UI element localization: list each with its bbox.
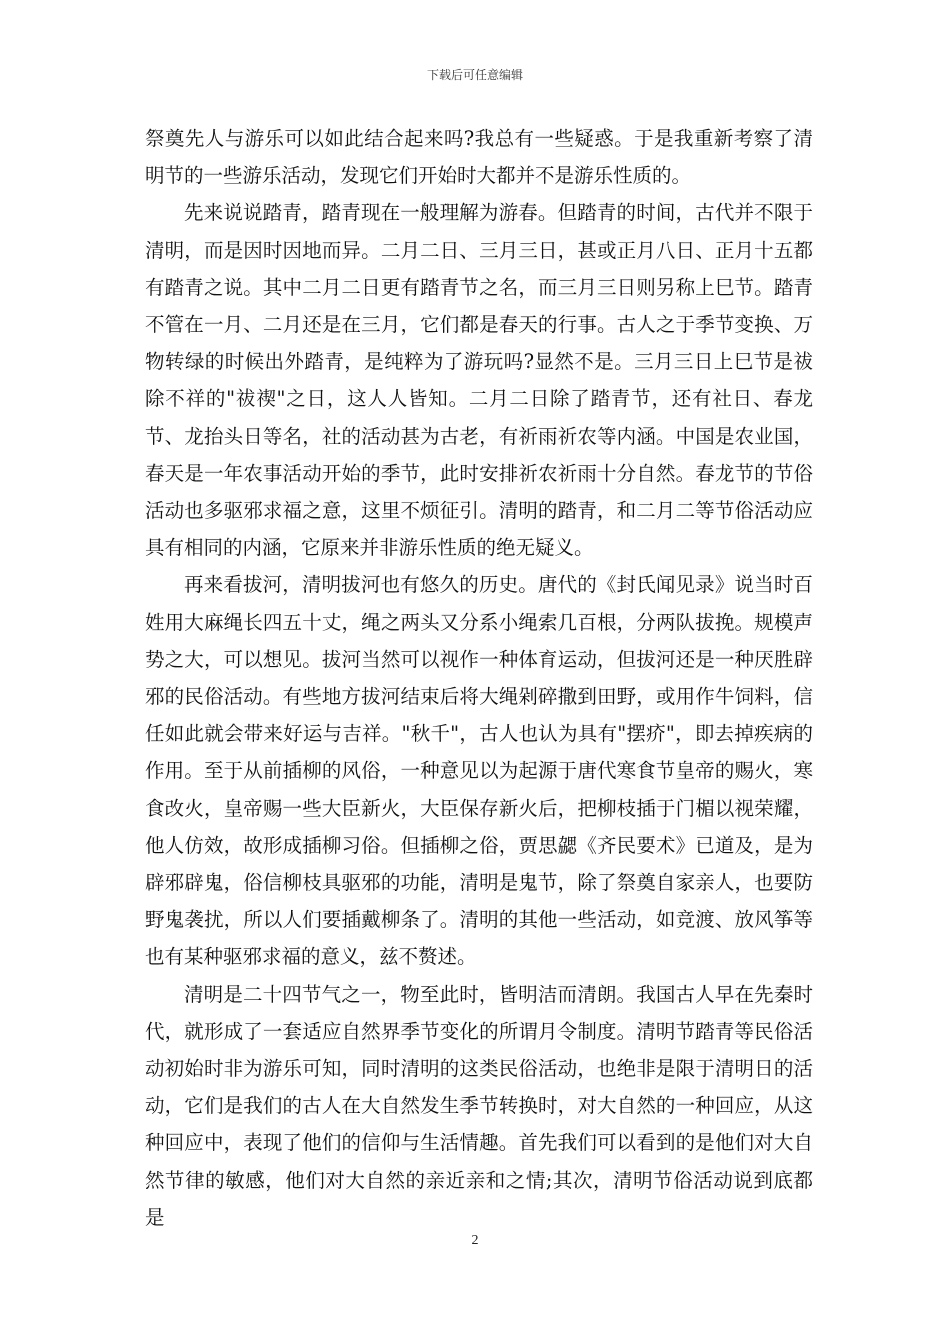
paragraph: 先来说说踏青，踏青现在一般理解为游春。但踏青的时间，古代并不限于清明，而是因时因地而异。二月二日、三月三日，甚或正月八日、正月十五都有踏青之说。其中二月二日更有踏青节之名，而三月三日则另称上巳节。踏青不管在一月、二月还是在三月，它们都是春天的行事。古人之于季节变换、万物转绿的时候出外踏青，是纯粹为了游玩吗?显然不是。三月三日上巳节是祓除不祥的"祓禊"之日，这人人皆知。二月二日除了踏青节，还有社日、春龙节、龙抬头日等名，社的活动甚为古老，有祈雨祈农等内涵。中国是农业国，春天是一年农事活动开始的季节，此时安排祈农祈雨十分自然。春龙节的节俗活动也多驱邪求福之意，这里不烦征引。清明的踏青，和二月二等节俗活动应具有相同的内涵，它原来并非游乐性质的绝无疑义。 xyxy=(145,201,813,560)
paragraph: 再来看拔河，清明拔河也有悠久的历史。唐代的《封氏闻见录》说当时百姓用大麻绳长四五十丈，绳之两头又分系小绳索几百根，分两队拔挽。规模声势之大，可以想见。拔河当然可以视作一种体育运动，但拔河还是一种厌胜辟邪的民俗活动。有些地方拔河结束后将大绳剁碎撒到田野，或用作牛饲料，信任如此就会带来好运与吉祥。"秋千"，古人也认为具有"摆疥"，即去掉疾病的作用。至于从前插柳的风俗，一种意见以为起源于唐代寒食节皇帝的赐火，寒食改火，皇帝赐一些大臣新火，大臣保存新火后，把柳枝插于门楣以视荣耀，他人仿效，故形成插柳习俗。但插柳之俗，贾思勰《齐民要术》已道及，是为辟邪辟鬼，俗信柳枝具驱邪的功能，清明是鬼节，除了祭奠自家亲人，也要防野鬼袭扰，所以人们要插戴柳条了。清明的其他一些活动，如竞渡、放风筝等也有某种驱邪求福的意义，兹不赘述。 xyxy=(145,573,813,969)
paragraph: 清明是二十四节气之一，物至此时，皆明洁而清朗。我国古人早在先秦时代，就形成了一套适应自然界季节变化的所谓月令制度。清明节踏青等民俗活动初始时非为游乐可知，同时清明的这类民俗活动，也绝非是限于清明日的活动，它们是我们的古人在大自然发生季节转换时，对大自然的一种回应，从这种回应中，表现了他们的信仰与生活情趣。首先我们可以看到的是他们对大自然节律的敏感，他们对大自然的亲近亲和之情;其次，清明节俗活动说到底都是 xyxy=(145,982,813,1229)
page-number: 2 xyxy=(471,1233,479,1248)
page-header: 下载后可任意编辑 xyxy=(426,68,523,82)
body-text xyxy=(145,120,813,1236)
paragraph: 祭奠先人与游乐可以如此结合起来吗?我总有一些疑惑。于是我重新考察了清明节的一些游乐活动，发现它们开始时大都并不是游乐性质的。 xyxy=(145,127,813,188)
